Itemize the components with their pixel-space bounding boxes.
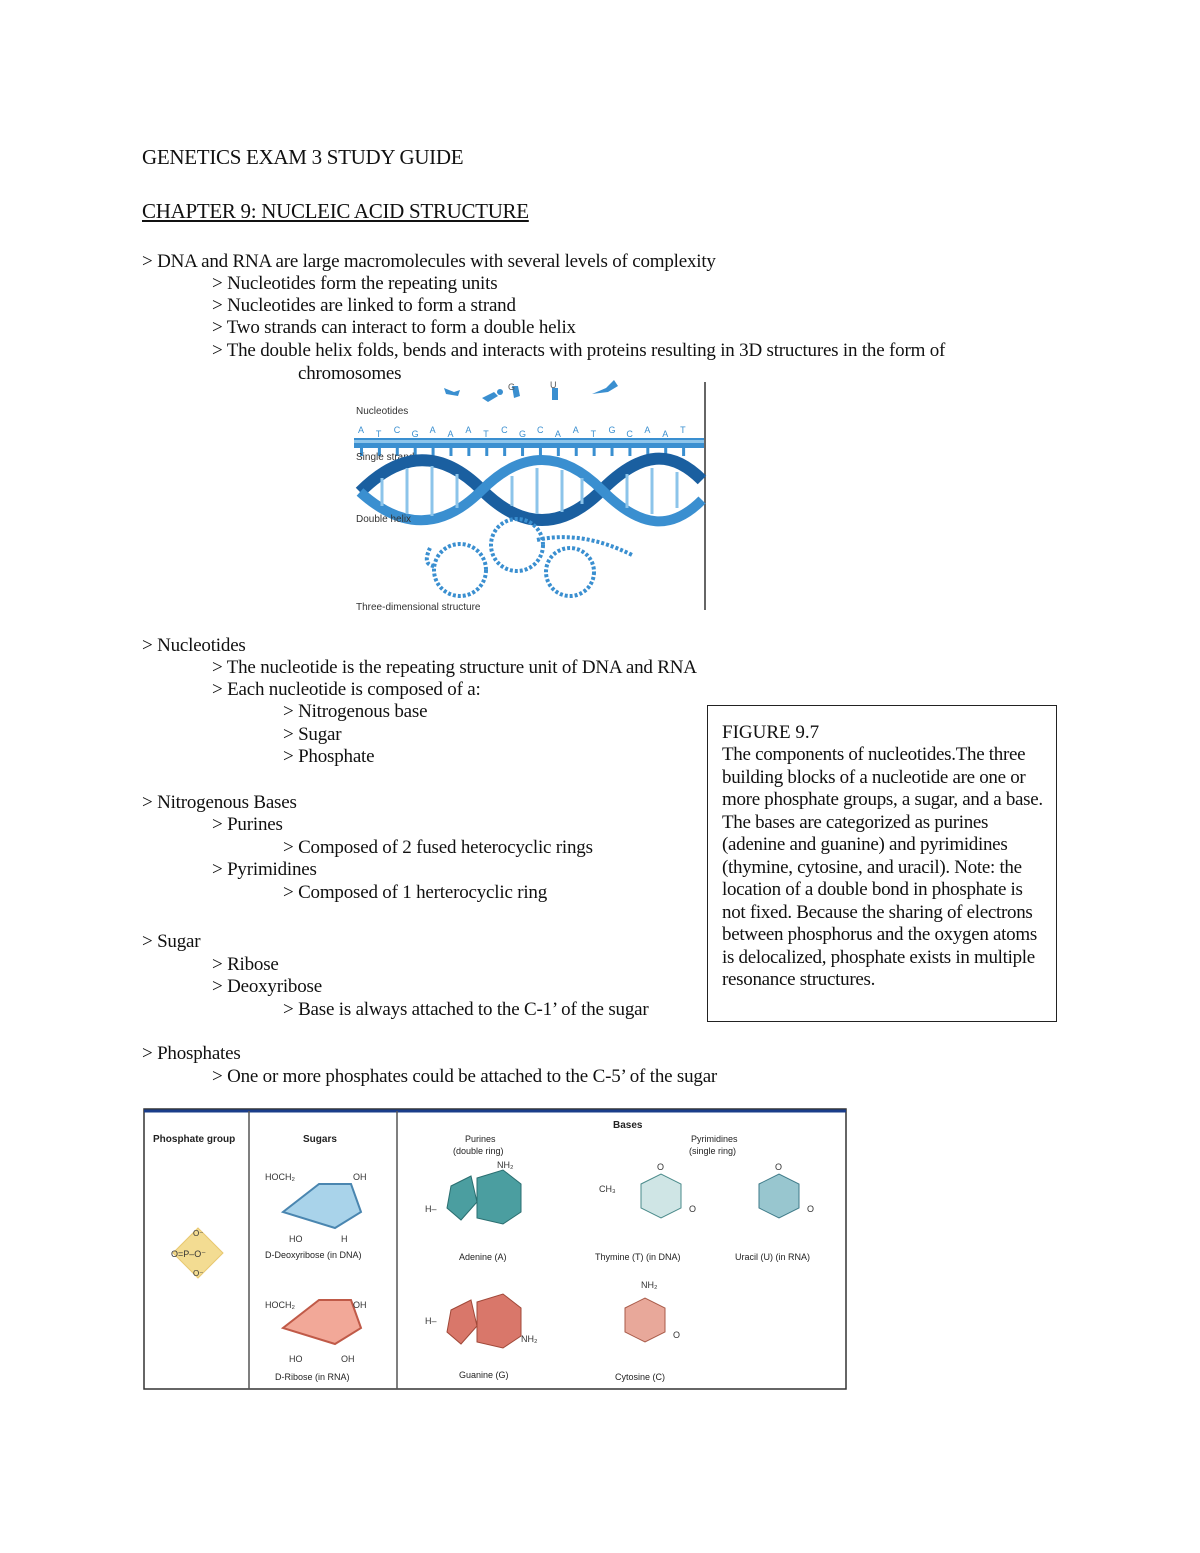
pyrimidines-desc: > Composed of 1 herterocyclic ring xyxy=(283,882,548,903)
intro-sub-bullet: > Nucleotides form the repeating units xyxy=(212,273,498,294)
strand-base-letter: T xyxy=(375,429,382,439)
strand-base-stem xyxy=(539,448,542,456)
figure-caption-text: The components of nucleotides.The three building blocks of a nucleotide are one or more phosphate groups, a sugar, and a base. The bases are categorized as purines (adenine and guanine) and pyrimidines (thymine, cytosine, and uracil). Note: the location of a double bond in phosphate is not fixed. Because the sharing of electrons between phosphorus and the oxygen atoms is delocalized, phosphate exists in multiple resonance structures. xyxy=(722,744,1043,990)
svg-text:NH₂: NH₂ xyxy=(641,1280,658,1290)
three-d-structure xyxy=(427,519,632,596)
pyrimidines-title: Pyrimidines xyxy=(691,1134,738,1144)
svg-text:OH: OH xyxy=(353,1300,367,1310)
svg-text:O: O xyxy=(775,1162,783,1172)
svg-text:O⁻: O⁻ xyxy=(193,1269,204,1278)
strand-base-letter: A xyxy=(662,429,669,439)
strand-base-letter: T xyxy=(483,429,489,439)
phosphates-heading: > Phosphates xyxy=(142,1043,241,1064)
strand-base-letter: A xyxy=(572,425,579,435)
svg-text:CH₃: CH₃ xyxy=(599,1184,616,1194)
svg-text:HO: HO xyxy=(289,1354,303,1364)
strand-base-letter: C xyxy=(501,425,508,435)
svg-text:H–: H– xyxy=(425,1316,437,1326)
nucleotide-component: > Sugar xyxy=(283,724,342,745)
bases-heading: > Nitrogenous Bases xyxy=(142,792,297,813)
nucleotide-component: > Nitrogenous base xyxy=(283,701,428,722)
nucleotide-components-figure xyxy=(143,1108,849,1392)
svg-text:HOCH₂: HOCH₂ xyxy=(265,1300,295,1310)
intro-sub-bullet: > The double helix folds, bends and interacts with proteins resulting in 3D structures in the form of xyxy=(212,340,946,361)
intro-sub-bullet: > Nucleotides are linked to form a strand xyxy=(212,295,516,316)
svg-text:O: O xyxy=(807,1204,815,1214)
strand-base-letter: G xyxy=(519,429,527,439)
strand-base-stem xyxy=(503,448,506,456)
purines-subtitle: (double ring) xyxy=(453,1146,504,1156)
strand-base-letter: A xyxy=(644,425,651,435)
label-double-helix: Double helix xyxy=(356,514,412,525)
guanine-label: Guanine (G) xyxy=(459,1370,509,1380)
strand-base-letter: A xyxy=(465,425,472,435)
nucleotides-heading: > Nucleotides xyxy=(142,635,246,656)
purines-title: Purines xyxy=(465,1134,496,1144)
strand-base-letter: G xyxy=(411,429,419,439)
intro-wrap-line: chromosomes xyxy=(298,363,402,384)
strand-base-letter: T xyxy=(590,429,597,439)
dna-structure-figure xyxy=(352,380,708,612)
strand-base-letter: A xyxy=(429,425,436,435)
purines-desc: > Composed of 2 fused heterocyclic rings xyxy=(283,837,593,858)
ribose-label: D-Ribose (in RNA) xyxy=(275,1372,350,1382)
pyrimidines-item: > Pyrimidines xyxy=(212,859,317,880)
strand-base-letter: C xyxy=(393,425,401,435)
sugar-note: > Base is always attached to the C-1’ of the sugar xyxy=(283,999,649,1020)
strand-base-stem xyxy=(449,448,452,456)
strand-base-stem xyxy=(432,448,435,456)
strand-base-stem xyxy=(593,448,596,456)
adenine-label: Adenine (A) xyxy=(459,1252,507,1262)
thymine-label: Thymine (T) (in DNA) xyxy=(595,1252,681,1262)
pyrimidines-subtitle: (single ring) xyxy=(689,1146,737,1156)
svg-text:NH₂: NH₂ xyxy=(521,1334,538,1344)
svg-text:O: O xyxy=(689,1204,697,1214)
free-nucleotides xyxy=(444,380,618,402)
col-bases-title: Bases xyxy=(613,1120,643,1131)
strand-base-stem xyxy=(557,448,560,456)
deoxyribose-label: D-Deoxyribose (in DNA) xyxy=(265,1250,362,1260)
double-helix xyxy=(360,459,702,522)
strand-base-letter: C xyxy=(536,425,544,435)
nucleotides-item: > The nucleotide is the repeating structure unit of DNA and RNA xyxy=(212,657,697,678)
svg-text:H–: H– xyxy=(425,1204,437,1214)
svg-text:HO: HO xyxy=(289,1234,303,1244)
intro-sub-bullet: > Two strands can interact to form a double helix xyxy=(212,317,576,338)
svg-text:NH₂: NH₂ xyxy=(497,1160,514,1170)
intro-bullet: > DNA and RNA are large macromolecules with several levels of complexity xyxy=(142,251,716,272)
figure-caption-box xyxy=(707,705,1057,1022)
svg-text:OH: OH xyxy=(353,1172,367,1182)
svg-text:O=P–O⁻: O=P–O⁻ xyxy=(171,1249,207,1259)
label-3d-structure: Three-dimensional structure xyxy=(356,602,481,612)
cytosine-label: Cytosine (C) xyxy=(615,1372,666,1382)
strand-base-stem xyxy=(467,448,470,456)
svg-text:O: O xyxy=(657,1162,665,1172)
nucleotides-item: > Each nucleotide is composed of a: xyxy=(212,679,481,700)
purines-item: > Purines xyxy=(212,814,283,835)
strand-base-stem xyxy=(611,448,614,456)
strand-base-stem xyxy=(682,448,685,456)
svg-text:U: U xyxy=(550,380,557,390)
svg-text:O⁻: O⁻ xyxy=(193,1229,204,1238)
svg-text:OH: OH xyxy=(341,1354,355,1364)
document-title: GENETICS EXAM 3 STUDY GUIDE xyxy=(142,145,464,169)
strand-base-letter: A xyxy=(358,425,365,435)
strand-base-stem xyxy=(575,448,578,456)
strand-base-letter: C xyxy=(626,429,633,439)
figure-label: FIGURE 9.7 xyxy=(722,722,820,743)
svg-text:O: O xyxy=(673,1330,681,1340)
svg-text:HOCH₂: HOCH₂ xyxy=(265,1172,295,1182)
strand-base-letter: A xyxy=(447,429,454,439)
uracil-label: Uracil (U) (in RNA) xyxy=(735,1252,810,1262)
nucleotide-component: > Phosphate xyxy=(283,746,375,767)
strand-base-stem xyxy=(485,448,488,456)
sugar-heading: > Sugar xyxy=(142,931,201,952)
strand-base-letter: T xyxy=(680,425,686,435)
svg-text:H: H xyxy=(341,1234,348,1244)
chapter-heading: CHAPTER 9: NUCLEIC ACID STRUCTURE xyxy=(142,199,529,223)
col-sugars-title: Sugars xyxy=(303,1134,337,1145)
strand-base-stem xyxy=(628,448,631,456)
col-phosphate-title: Phosphate group xyxy=(153,1134,236,1145)
strand-base-stem xyxy=(521,448,524,456)
label-single-strand: Single strand xyxy=(356,452,415,463)
phosphates-item: > One or more phosphates could be attached to the C-5’ of the sugar xyxy=(212,1066,718,1087)
svg-text:G: G xyxy=(508,382,516,392)
strand-base-letter: A xyxy=(554,429,561,439)
label-nucleotides: Nucleotides xyxy=(356,406,409,417)
sugar-item: > Ribose xyxy=(212,954,279,975)
strand-base-letter: G xyxy=(608,425,616,435)
sugar-item: > Deoxyribose xyxy=(212,976,322,997)
